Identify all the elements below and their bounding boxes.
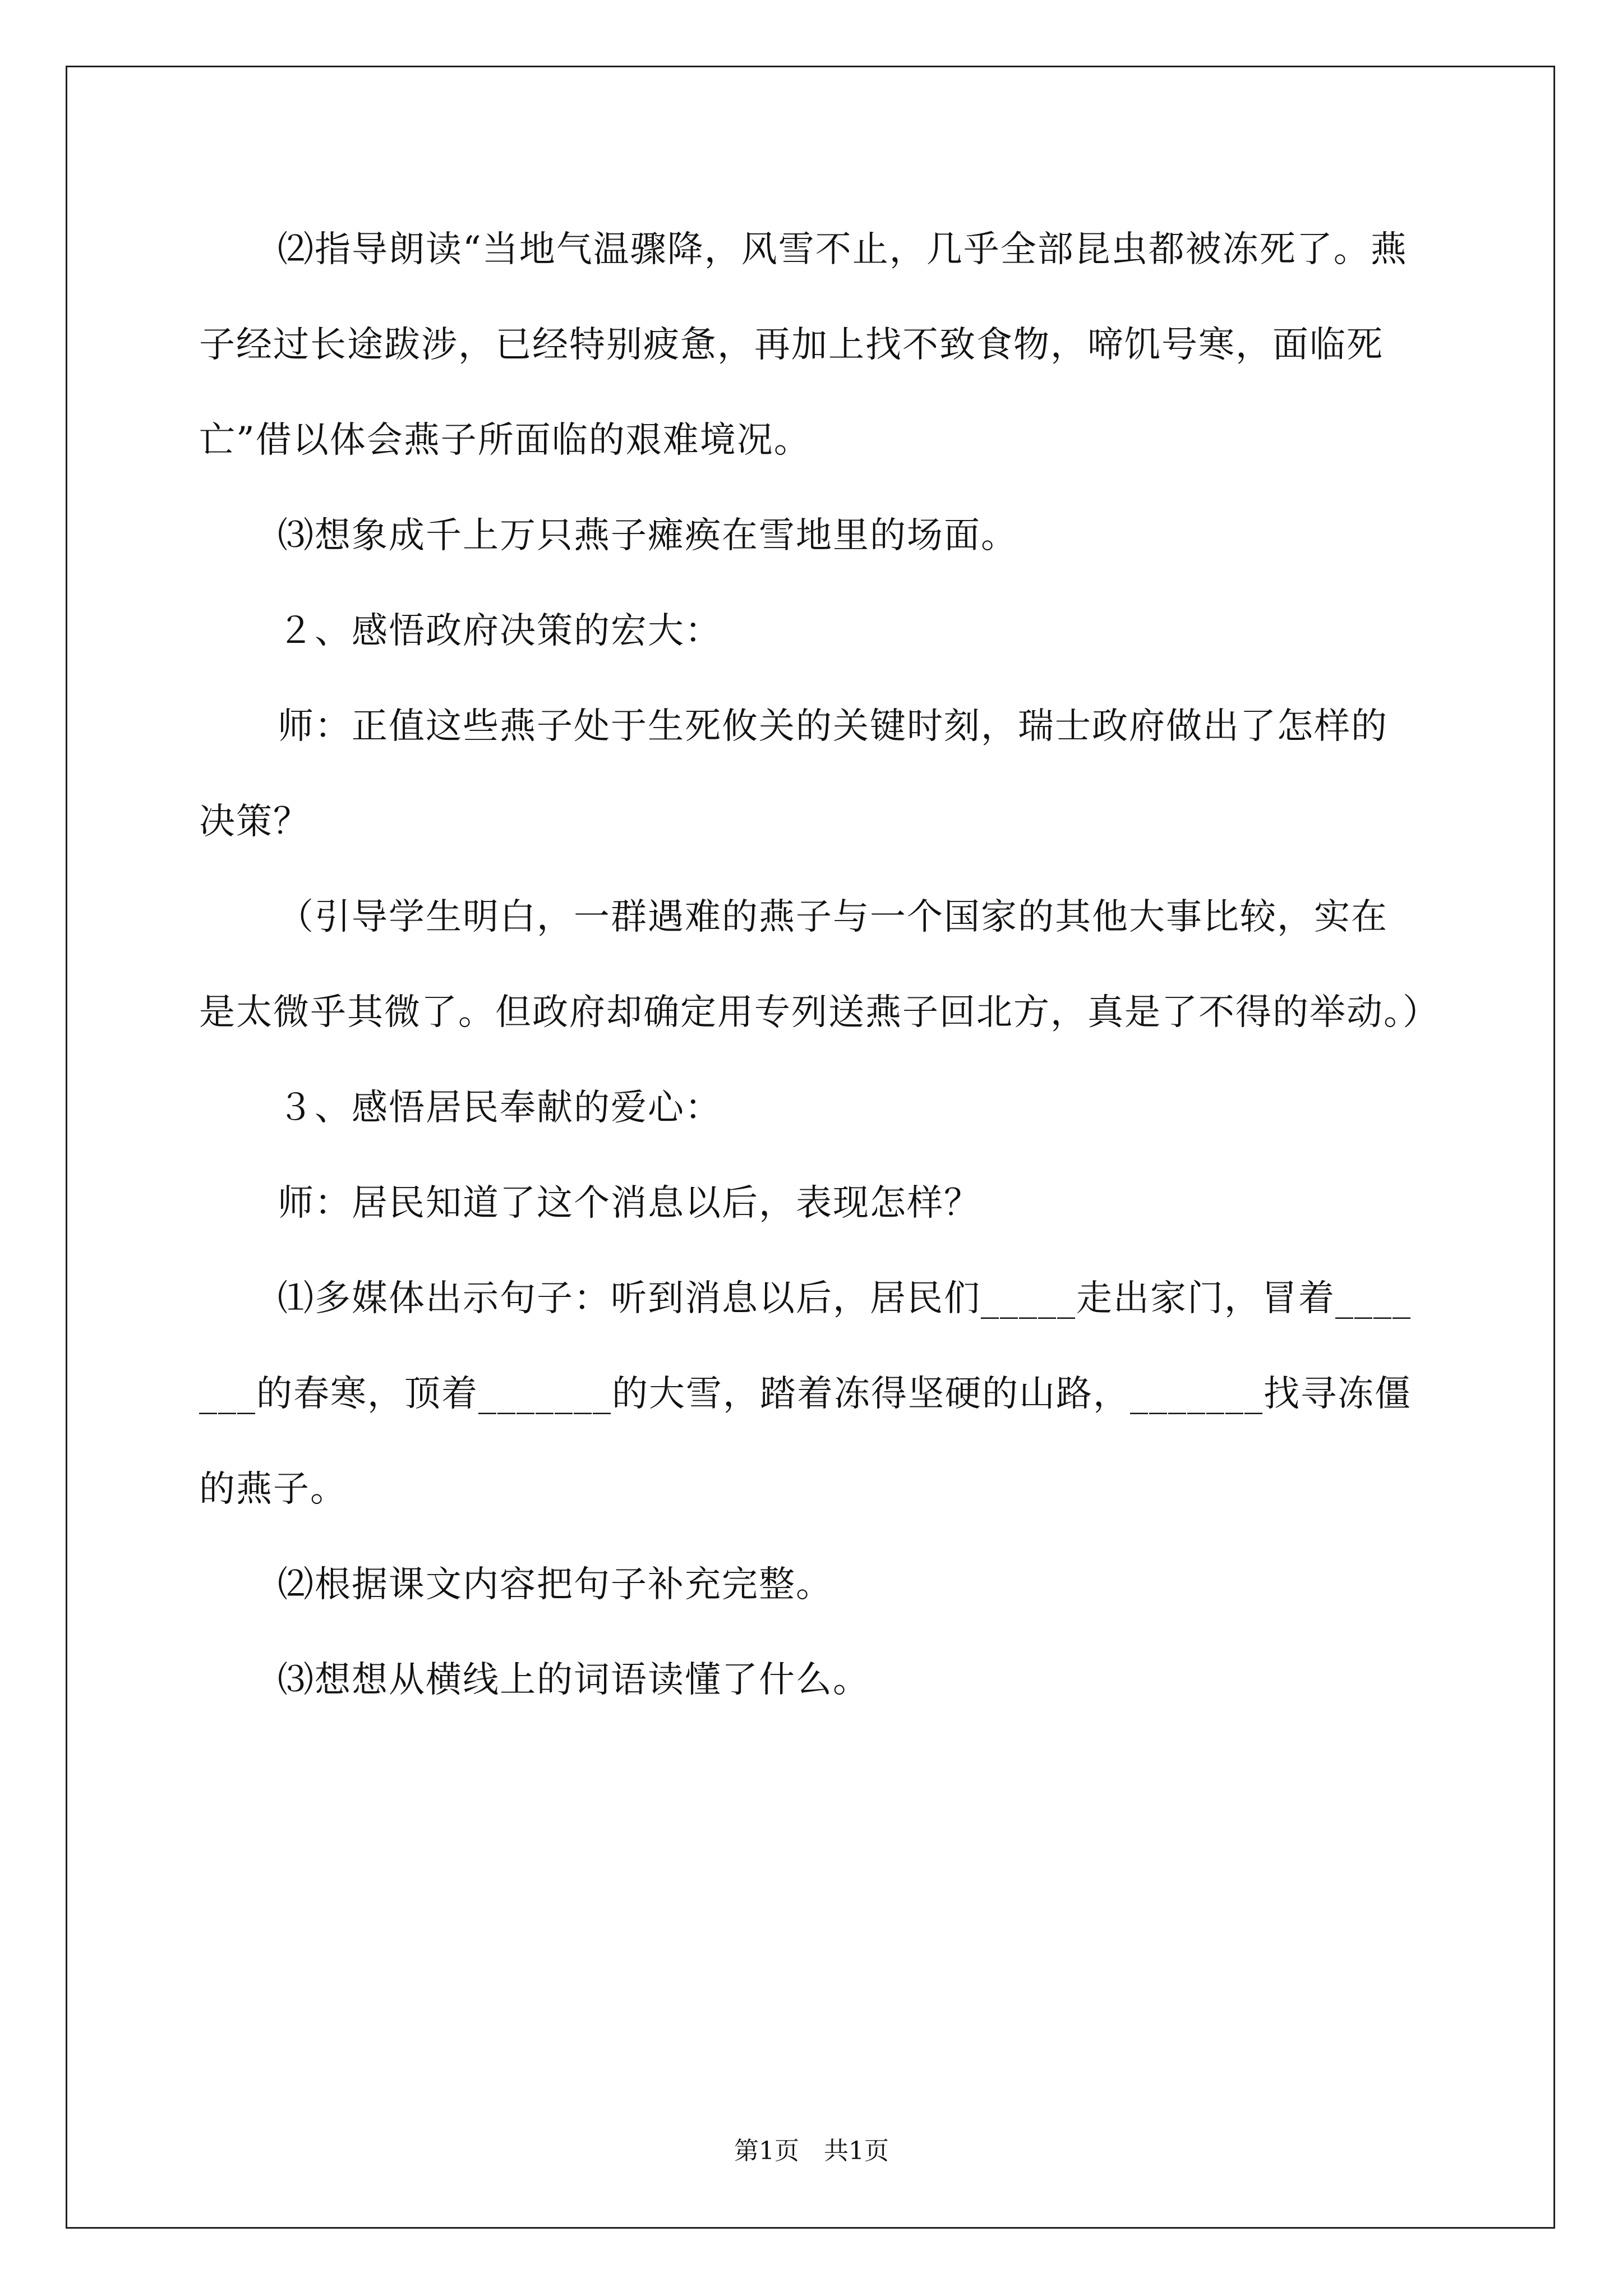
page-footer: 第1页 共1页 xyxy=(734,2137,889,2165)
document-body xyxy=(199,202,1440,1728)
paragraph-imagine-scene: ⑶想象成千上万只燕子瘫痪在雪地里的场面。 xyxy=(278,515,1018,556)
paragraph-think-words: ⑶想想从横线上的词语读懂了什么。 xyxy=(278,1659,870,1701)
paragraph-guidance-note: （引导学生明白，一群遇难的燕子与一个国家的其他大事比较，实在是太微乎其微了。但政府却确定用专列送燕子回北方，真是了不得的举动。） xyxy=(199,896,1440,1033)
section-heading-residents: ３、感悟居民奉献的爱心： xyxy=(278,1087,722,1129)
paragraph-guided-reading: ⑵指导朗读“当地气温骤降，风雪不止，几乎全部昆虫都被冻死了。燕子经过长途跋涉，已经特别疲惫，再加上找不致食物，啼饥号寒，面临死亡”借以体会燕子所面临的艰难境况。 xyxy=(199,229,1408,461)
paragraph-teacher-question-residents: 师：居民知道了这个消息以后，表现怎样？ xyxy=(278,1182,981,1224)
paragraph-teacher-question-government: 师：正值这些燕子处于生死攸关的关键时刻，瑞士政府做出了怎样的决策？ xyxy=(199,706,1388,843)
paragraph-complete-sentence: ⑵根据课文内容把句子补充完整。 xyxy=(278,1564,833,1605)
section-heading-government: ２、感悟政府决策的宏大： xyxy=(278,610,722,652)
paragraph-fill-blank-sentence: ⑴多媒体出示句子：听到消息以后，居民们_____走出家门，冒着_______的春寒，顶着_______的大雪，踏着冻得坚硬的山路，_______找寻冻僵的燕子。 xyxy=(199,1278,1412,1510)
